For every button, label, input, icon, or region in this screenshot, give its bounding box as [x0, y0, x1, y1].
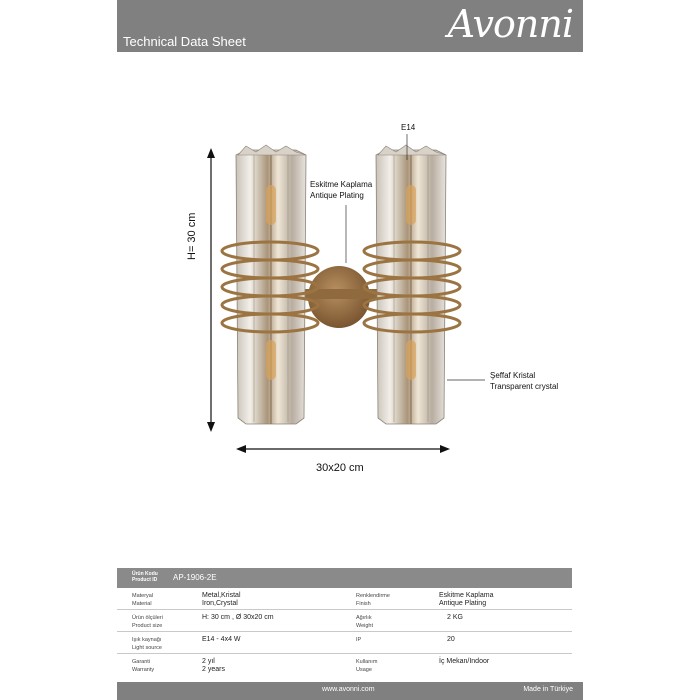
spec-key-en: Warranty	[132, 667, 155, 673]
spec-row-light-source	[117, 632, 572, 654]
spec-value: 2 yıl	[202, 658, 215, 665]
right-bulb-lower	[406, 340, 416, 380]
arrow-up-icon	[207, 148, 215, 158]
glass-label-tr: Şeffaf Kristal	[490, 371, 536, 380]
spec-key-tr: Ağırlık	[356, 615, 372, 621]
spec-key-tr: Materyal	[132, 593, 154, 599]
arrow-left-icon	[236, 445, 246, 453]
spec-row-warranty	[117, 654, 572, 675]
right-bulb	[406, 185, 416, 225]
spec-value-en: Iron,Crystal	[202, 600, 238, 607]
finish-label-tr: Eskitme Kaplama	[310, 180, 373, 189]
spec-key-tr: Renklendirme	[356, 593, 390, 599]
finish-label-en: Antique Plating	[310, 191, 364, 200]
spec-value: 20	[447, 636, 455, 643]
spec-value-en: 2 years	[202, 666, 225, 673]
left-bulb	[266, 185, 276, 225]
footer-bar	[117, 682, 583, 700]
spec-key-en: Material	[132, 601, 152, 607]
product-id-value: AP-1906-2E	[173, 573, 217, 582]
spec-key-tr: Ürün ölçüleri	[132, 615, 163, 621]
spec-value: İç Mekan/Indoor	[439, 658, 490, 665]
socket-callout	[401, 122, 415, 133]
product-id-key-en: Product ID	[132, 577, 158, 583]
spec-key-en: Usage	[356, 667, 372, 673]
arrow-down-icon	[207, 422, 215, 432]
spec-header-row	[117, 568, 572, 588]
spec-key-tr: Işık kaynağı	[132, 637, 162, 643]
height-label: H= 30 cm	[186, 212, 198, 260]
width-label: 30x20 cm	[316, 462, 364, 474]
spec-key-en: Finish	[356, 601, 371, 607]
socket-label: E14	[401, 123, 416, 132]
spec-key-en: Light source	[132, 645, 162, 651]
arrow-right-icon	[440, 445, 450, 453]
spec-value-en: Antique Plating	[439, 600, 487, 607]
spec-row-material	[117, 588, 572, 610]
document-title: Technical Data Sheet	[123, 34, 246, 49]
product-id-key-tr: Ürün Kodu	[132, 571, 158, 577]
spec-key-en: Product size	[132, 623, 163, 629]
spec-value: Eskitme Kaplama	[439, 592, 494, 599]
spec-value: 2 KG	[447, 614, 463, 621]
product-id-key	[132, 571, 158, 583]
spec-value: Metal,Kristal	[202, 592, 241, 599]
left-bulb-lower	[266, 340, 276, 380]
spec-key-tr: Kullanım	[356, 659, 378, 665]
spec-row-size	[117, 610, 572, 632]
spec-key-tr: IP	[356, 637, 362, 643]
spec-table	[117, 568, 572, 675]
spec-key-tr: Garanti	[132, 659, 151, 665]
website-link[interactable]: www.avonni.com	[322, 686, 375, 693]
spec-key-en: Weight	[356, 623, 374, 629]
glass-callout	[490, 370, 558, 392]
made-in-label: Made in Türkiye	[523, 686, 573, 693]
spec-value: E14 - 4x4 W	[202, 636, 241, 643]
glass-label-en: Transparent crystal	[490, 382, 559, 391]
finish-callout	[310, 179, 372, 201]
spec-value: H: 30 cm , Ø 30x20 cm	[202, 614, 274, 621]
brand-logo: Avonni	[447, 2, 573, 46]
